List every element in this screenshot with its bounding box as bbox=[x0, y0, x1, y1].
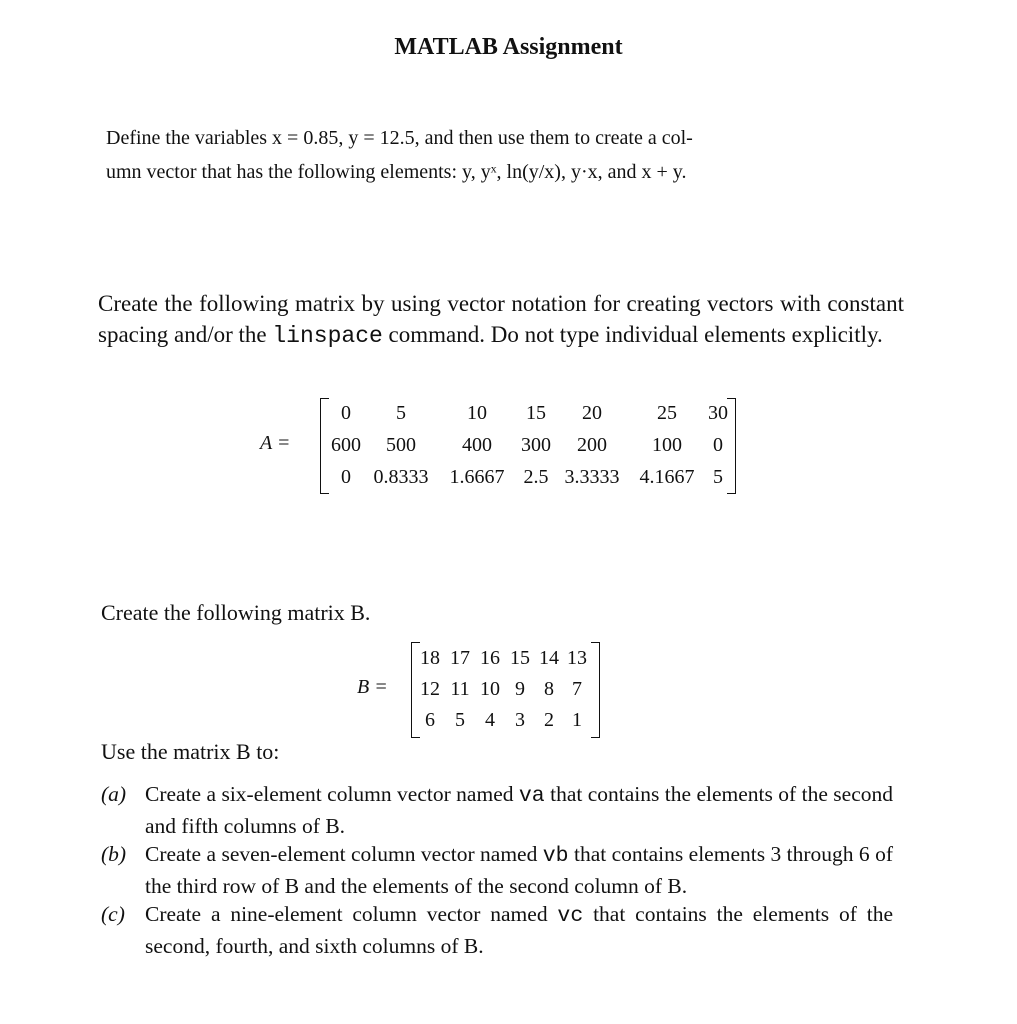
list-item-label: (a) bbox=[101, 782, 127, 806]
matrix-b-cell: 3 bbox=[515, 709, 525, 731]
matrix-b-cell: 16 bbox=[480, 647, 500, 669]
matrix-a-cell: 400 bbox=[462, 434, 492, 456]
list-item-text bbox=[145, 839, 893, 901]
problem2-text bbox=[98, 288, 904, 352]
matrix-a-cell: 600 bbox=[331, 434, 361, 456]
list-item bbox=[101, 839, 901, 899]
matrix-b-cell: 5 bbox=[455, 709, 465, 731]
matrix-a-cell: 5 bbox=[396, 402, 406, 424]
matrix-a-cell: 30 bbox=[708, 402, 728, 424]
matrix-b-cell: 13 bbox=[567, 647, 587, 669]
matrix-b-cell: 1 bbox=[572, 709, 582, 731]
matrix-a-cell: 0.8333 bbox=[373, 466, 429, 488]
list-item-text bbox=[145, 779, 893, 841]
matrix-b-cell: 17 bbox=[450, 647, 470, 669]
matrix-a-label: A = bbox=[260, 432, 291, 454]
matrix-a-cell: 15 bbox=[526, 402, 546, 424]
matrix-a-cell: 500 bbox=[386, 434, 416, 456]
matrix-b-cell: 9 bbox=[515, 678, 525, 700]
matrix-b-cell: 7 bbox=[572, 678, 582, 700]
matrix-a-cell: 10 bbox=[467, 402, 487, 424]
linspace-code: linspace bbox=[272, 323, 383, 349]
matrix-a-cell: 0 bbox=[341, 466, 351, 488]
matrix-a-cell: 300 bbox=[521, 434, 551, 456]
problem2-text-post: command. Do not type individual elements explicitly. bbox=[382, 322, 883, 347]
item-c-text-pre: Create a nine-element column vector named bbox=[145, 902, 558, 926]
va-code: va bbox=[518, 784, 545, 808]
matrix-a-cell: 25 bbox=[657, 402, 677, 424]
item-b-text-post: that contains elements 3 through 6 of the third row of B and the elements of the second column of B. bbox=[145, 842, 893, 898]
matrix-a-cell: 2.5 bbox=[523, 466, 549, 488]
matrix-b-cell: 11 bbox=[450, 678, 470, 700]
item-c-text-post: that contains the elements of the second, fourth, and sixth columns of B. bbox=[145, 902, 894, 958]
matrix-a-cell: 20 bbox=[582, 402, 602, 424]
matrix-b-cell: 14 bbox=[539, 647, 559, 669]
matrix-b-cell: 18 bbox=[420, 647, 440, 669]
list-item-label: (c) bbox=[101, 902, 125, 926]
matrix-a-cell: 0 bbox=[713, 434, 723, 456]
matrix-b-cell: 6 bbox=[425, 709, 435, 731]
matrix-a-cell: 4.1667 bbox=[639, 466, 695, 488]
matrix-b-cell: 8 bbox=[544, 678, 554, 700]
problem1-line2: umn vector that has the following elements: y, yˣ, ln(y/x), y·x, and x + y. bbox=[106, 161, 687, 183]
problem2-text-pre: Create the following matrix by using vector notation for creating vectors with constant spacing and/or the bbox=[98, 291, 904, 347]
problem3-use-text: Use the matrix B to: bbox=[101, 739, 280, 764]
matrix-b-label: B = bbox=[357, 676, 388, 698]
matrix-b-cell: 4 bbox=[485, 709, 495, 731]
matrix-b-right-bracket bbox=[591, 642, 600, 738]
problem1-line1: Define the variables x = 0.85, y = 12.5, and then use them to create a col- bbox=[106, 127, 693, 149]
list-item-label: (b) bbox=[101, 842, 127, 866]
page-title: MATLAB Assignment bbox=[394, 34, 623, 60]
matrix-b-cell: 10 bbox=[480, 678, 500, 700]
matrix-a-cell: 1.6667 bbox=[449, 466, 505, 488]
matrix-a-cell: 3.3333 bbox=[564, 466, 620, 488]
matrix-a-cell: 200 bbox=[577, 434, 607, 456]
matrix-b-cell: 12 bbox=[420, 678, 440, 700]
matrix-b-cell: 15 bbox=[510, 647, 530, 669]
problem3-intro: Create the following matrix B. bbox=[101, 600, 371, 625]
item-a-text-post: that contains the elements of the second and fifth columns of B. bbox=[145, 782, 893, 838]
vb-code: vb bbox=[542, 844, 569, 868]
item-a-text-pre: Create a six-element column vector named bbox=[145, 782, 519, 806]
matrix-b-cell: 2 bbox=[544, 709, 554, 731]
list-item-text bbox=[145, 899, 893, 961]
list-item bbox=[101, 779, 901, 839]
matrix-a-cell: 0 bbox=[341, 402, 351, 424]
matrix-a-cell: 100 bbox=[652, 434, 682, 456]
item-b-text-pre: Create a seven-element column vector named bbox=[145, 842, 543, 866]
vc-code: vc bbox=[557, 904, 584, 928]
list-item bbox=[101, 899, 901, 959]
matrix-a-cell: 5 bbox=[713, 466, 723, 488]
